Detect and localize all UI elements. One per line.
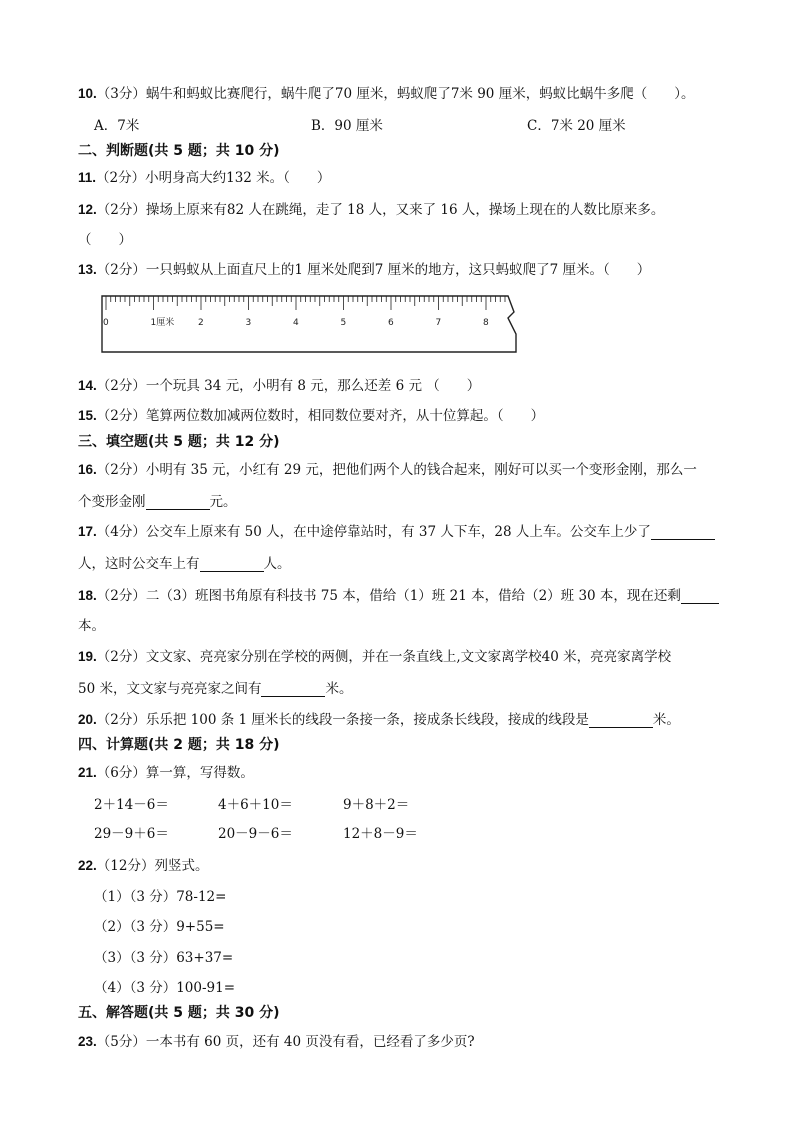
answer-blank[interactable] xyxy=(681,589,719,604)
option-b: B．90 厘米 xyxy=(311,118,383,134)
question-text: （2分）小明有 35 元，小红有 29 元，把他们两个人的钱合起来，刚好可以买一个变形金刚，那么一 xyxy=(96,462,697,478)
question-text: （12分）列竖式。 xyxy=(96,858,209,874)
question-number: 22. xyxy=(78,858,97,873)
question-14 xyxy=(78,374,480,394)
ruler-illustration xyxy=(100,294,525,354)
question-text: 米。 xyxy=(652,712,680,728)
question-text: （2分）小明身高大约132 米。（ ） xyxy=(96,170,331,186)
ruler-label: 4 xyxy=(293,318,299,328)
question-number: 21. xyxy=(78,765,97,780)
question-22 xyxy=(78,854,208,874)
answer-blank[interactable] xyxy=(651,525,715,540)
question-10 xyxy=(78,82,694,102)
question-16 xyxy=(78,458,697,478)
question-12 xyxy=(78,198,664,218)
question-number: 17. xyxy=(78,524,97,539)
question-text: （2分）笔算两位数加减两位数时，相同数位要对齐，从十位算起。（ ） xyxy=(96,408,545,424)
question-number: 10. xyxy=(78,86,97,101)
question-text: （2分）一只蚂蚁从上面直尺上的1 厘米处爬到7 厘米的地方，这只蚂蚁爬了7 厘米。（ ） xyxy=(96,262,651,278)
question-number: 23. xyxy=(78,1034,97,1049)
question-number: 11. xyxy=(78,170,97,185)
calc-item: 4＋6＋10＝ xyxy=(218,797,293,813)
question-17-continued xyxy=(78,552,291,572)
question-number: 15. xyxy=(78,408,97,423)
option-a: A．7米 xyxy=(94,118,140,134)
question-text: （2分）一个玩具 34 元，小明有 8 元，那么还差 6 元 （ ） xyxy=(96,378,481,394)
ruler-label: 5 xyxy=(340,318,347,328)
question-text: （3分）蜗牛和蚂蚁比赛爬行，蜗牛爬了70 厘米，蚂蚁爬了7米 90 厘米，蚂蚁比蜗牛多爬（ ）。 xyxy=(96,86,695,102)
answer-blank[interactable] xyxy=(589,713,653,728)
question-12-answer-bracket: （ ） xyxy=(78,232,132,248)
section-heading-fill-blank: 三、填空题(共 5 题；共 12 分) xyxy=(78,434,280,450)
question-number: 16. xyxy=(78,462,97,477)
section-heading-judgement: 二、判断题(共 5 题；共 10 分) xyxy=(78,143,280,159)
calc-item: 29－9＋6＝ xyxy=(94,826,169,842)
question-number: 20. xyxy=(78,712,97,727)
question-text: （5分）一本书有 60 页，还有 40 页没有看，已经看了多少页? xyxy=(96,1034,475,1050)
answer-blank[interactable] xyxy=(146,495,210,510)
ruler-label: 2 xyxy=(198,318,204,328)
question-text: （2分）操场上原来有82 人在跳绳，走了 18 人，又来了 16 人，操场上现在的人数比原来多。 xyxy=(96,202,665,218)
question-text: 人，这时公交车上有 xyxy=(78,556,200,572)
question-15 xyxy=(78,404,544,424)
question-text: （2分）乐乐把 100 条 1 厘米长的线段一条接一条，接成条长线段，接成的线段是 xyxy=(96,712,589,728)
calc-item: 9＋8＋2＝ xyxy=(343,797,410,813)
question-text: 个变形金刚 xyxy=(78,494,146,510)
question-text: （2分）二（3）班图书角原有科技书 75 本，借给（1）班 21 本，借给（2）班 30 本，现在还剩 xyxy=(96,588,681,604)
question-17 xyxy=(78,520,715,540)
question-number: 18. xyxy=(78,588,97,603)
question-20 xyxy=(78,708,680,728)
question-18-continued: 本。 xyxy=(78,618,105,634)
ruler-label: 3 xyxy=(245,318,252,328)
question-text: 米。 xyxy=(325,681,353,697)
answer-blank[interactable] xyxy=(200,557,264,572)
section-heading-word-problems: 五、解答题(共 5 题；共 30 分) xyxy=(78,1005,280,1021)
question-23 xyxy=(78,1030,475,1050)
sub-question: （1）（3 分）78-12= xyxy=(94,889,227,905)
ruler-label: 8 xyxy=(483,318,489,328)
question-text: 人。 xyxy=(263,556,291,572)
question-text: （4分）公交车上原来有 50 人，在中途停靠站时，有 37 人下车，28 人上车。公交车上少了 xyxy=(96,524,651,540)
question-text: （2分）文文家、亮亮家分别在学校的两侧，并在一条直线上,文文家离学校40 米，亮亮家离学校 xyxy=(96,649,672,665)
question-19-continued xyxy=(78,677,352,697)
question-text: （6分）算一算，写得数。 xyxy=(96,765,254,781)
question-16-continued xyxy=(78,490,237,510)
option-c: C．7米 20 厘米 xyxy=(527,118,626,134)
question-number: 13. xyxy=(78,262,97,277)
ruler-label: 1厘米 xyxy=(150,318,175,328)
ruler-label: 6 xyxy=(388,318,394,328)
ruler-label: 7 xyxy=(435,318,442,328)
question-number: 19. xyxy=(78,649,97,664)
calc-item: 12＋8－9＝ xyxy=(343,826,418,842)
question-text: 50 米，文文家与亮亮家之间有 xyxy=(78,681,262,697)
answer-blank[interactable] xyxy=(261,682,325,697)
sub-question: （2）（3 分）9+55= xyxy=(94,919,225,935)
question-19 xyxy=(78,645,671,665)
question-13 xyxy=(78,258,650,278)
sub-question: （3）（3 分）63+37= xyxy=(94,950,234,966)
ruler-label: 0 xyxy=(103,318,109,328)
question-number: 12. xyxy=(78,202,97,217)
calc-item: 20－9－6＝ xyxy=(218,826,293,842)
question-text: 元。 xyxy=(209,494,237,510)
calc-item: 2＋14－6＝ xyxy=(94,797,169,813)
question-21 xyxy=(78,761,254,781)
question-18 xyxy=(78,584,719,604)
sub-question: （4）（3 分）100-91= xyxy=(94,980,236,996)
question-11 xyxy=(78,166,330,186)
question-number: 14. xyxy=(78,378,97,393)
section-heading-calculation: 四、计算题(共 2 题；共 18 分) xyxy=(78,737,280,753)
